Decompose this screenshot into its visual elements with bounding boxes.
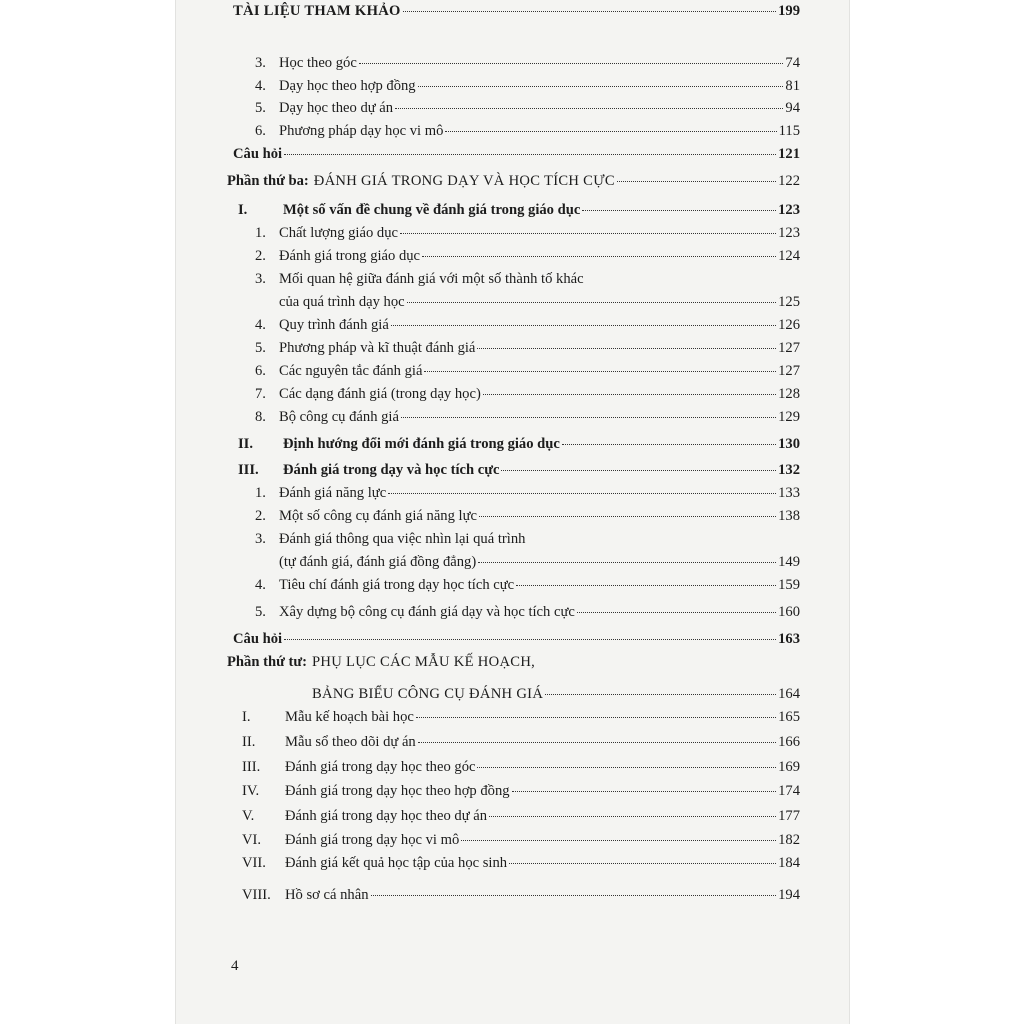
toc-title-line xyxy=(279,551,800,573)
toc-title-line xyxy=(279,601,800,623)
toc-page-number: 182 xyxy=(778,832,800,848)
toc-row xyxy=(175,337,850,359)
toc-row xyxy=(175,360,850,382)
toc-title: Đánh giá trong dạy học vi mô xyxy=(285,832,460,848)
toc-page-number: 160 xyxy=(778,604,800,620)
toc-page-number: 164 xyxy=(778,686,800,702)
toc-part-label: Phần thứ ba: xyxy=(227,173,309,189)
toc-leader-dots xyxy=(359,63,784,64)
toc-row xyxy=(175,756,850,778)
toc-row xyxy=(175,245,850,267)
toc-leader-dots xyxy=(418,742,776,743)
toc-page-number: 94 xyxy=(785,100,800,116)
toc-row xyxy=(175,780,850,802)
toc-page-number: 130 xyxy=(778,436,800,452)
toc-leader-dots xyxy=(388,493,776,494)
toc-page-number: 126 xyxy=(778,317,800,333)
toc-row xyxy=(175,829,850,851)
toc-row xyxy=(175,268,850,290)
toc-page-number: 177 xyxy=(778,808,800,824)
toc-leader-dots xyxy=(477,348,776,349)
toc-leader-dots xyxy=(416,717,776,718)
toc-title-line xyxy=(279,337,800,359)
toc-title: Bộ công cụ đánh giá xyxy=(279,409,399,425)
toc-title-line xyxy=(279,97,800,119)
toc-title-line xyxy=(233,0,800,22)
toc-number: II. xyxy=(238,436,254,452)
table-of-contents xyxy=(175,0,850,1024)
toc-number: 6. xyxy=(255,123,266,139)
toc-title: Chất lượng giáo dục xyxy=(279,225,398,241)
toc-title-line xyxy=(227,170,800,192)
toc-number: 6. xyxy=(255,363,266,379)
toc-number: IV. xyxy=(242,783,260,799)
toc-title-line xyxy=(279,528,800,550)
toc-number: 3. xyxy=(255,271,266,287)
toc-number: 2. xyxy=(255,508,266,524)
toc-page-number: 199 xyxy=(778,3,800,19)
toc-row xyxy=(175,52,850,74)
toc-number: 5. xyxy=(255,604,266,620)
toc-title-line xyxy=(279,75,800,97)
toc-leader-dots xyxy=(400,233,776,234)
toc-leader-dots xyxy=(445,131,776,132)
toc-leader-dots xyxy=(418,86,784,87)
toc-page-number: 127 xyxy=(778,363,800,379)
toc-page-number: 125 xyxy=(778,294,800,310)
toc-row xyxy=(175,170,850,192)
toc-leader-dots xyxy=(371,895,777,896)
toc-page-number: 81 xyxy=(785,78,800,94)
toc-page-number: 169 xyxy=(778,759,800,775)
toc-leader-dots xyxy=(284,639,776,640)
toc-row xyxy=(175,482,850,504)
toc-title: Xây dựng bộ công cụ đánh giá dạy và học tích cực xyxy=(279,604,575,620)
toc-title-line xyxy=(285,706,800,728)
toc-page-number: 159 xyxy=(778,577,800,593)
page-number: 4 xyxy=(231,958,239,974)
toc-title-line xyxy=(279,222,800,244)
toc-row xyxy=(175,97,850,119)
toc-title: Học theo góc xyxy=(279,55,357,71)
toc-title: Câu hỏi xyxy=(233,631,283,647)
toc-title: (tự đánh giá, đánh giá đồng đẳng) xyxy=(279,554,477,570)
toc-leader-dots xyxy=(391,325,776,326)
toc-number: VII. xyxy=(242,855,266,871)
toc-title: Định hướng đổi mới đánh giá trong giáo dục xyxy=(283,436,560,452)
toc-title: TÀI LIỆU THAM KHẢO xyxy=(233,3,401,19)
toc-title-line xyxy=(279,406,800,428)
toc-row xyxy=(175,406,850,428)
toc-row xyxy=(175,222,850,244)
toc-title-line xyxy=(279,383,800,405)
toc-number: 2. xyxy=(255,248,266,264)
toc-number: 3. xyxy=(255,55,266,71)
toc-page-number: 165 xyxy=(778,709,800,725)
toc-title-line xyxy=(233,628,800,650)
toc-title-line xyxy=(285,756,800,778)
toc-leader-dots xyxy=(461,840,776,841)
toc-leader-dots xyxy=(577,612,776,613)
toc-title: Các nguyên tắc đánh giá xyxy=(279,363,423,379)
toc-title-line xyxy=(279,245,800,267)
toc-title-line xyxy=(285,805,800,827)
toc-title-line xyxy=(285,852,800,874)
toc-title: Dạy học theo hợp đồng xyxy=(279,78,416,94)
toc-leader-dots xyxy=(477,767,776,768)
toc-leader-dots xyxy=(401,417,776,418)
toc-page-number: 121 xyxy=(778,146,800,162)
toc-row xyxy=(175,731,850,753)
toc-title-line xyxy=(285,731,800,753)
toc-page-number: 174 xyxy=(778,783,800,799)
toc-title-line xyxy=(279,314,800,336)
toc-number: I. xyxy=(238,202,248,218)
toc-title: Các dạng đánh giá (trong dạy học) xyxy=(279,386,481,402)
toc-leader-dots xyxy=(562,444,776,445)
toc-row xyxy=(175,884,850,906)
toc-leader-dots xyxy=(407,302,776,303)
toc-number: 8. xyxy=(255,409,266,425)
toc-number: 4. xyxy=(255,577,266,593)
toc-row xyxy=(175,0,850,22)
toc-row xyxy=(175,314,850,336)
toc-number: 1. xyxy=(255,485,266,501)
toc-page-number: 184 xyxy=(778,855,800,871)
toc-number: 5. xyxy=(255,340,266,356)
toc-row xyxy=(175,291,850,313)
toc-title-line xyxy=(279,52,800,74)
toc-title: Hồ sơ cá nhân xyxy=(285,887,369,903)
toc-page-number: 163 xyxy=(778,631,800,647)
toc-row xyxy=(175,852,850,874)
toc-row xyxy=(175,628,850,650)
toc-page-number: 132 xyxy=(778,462,800,478)
toc-number: V. xyxy=(242,808,255,824)
toc-title: Đánh giá trong giáo dục xyxy=(279,248,421,264)
toc-page-number: 123 xyxy=(778,202,800,218)
toc-page-number: 166 xyxy=(778,734,800,750)
toc-number: VI. xyxy=(242,832,262,848)
toc-title-line xyxy=(233,143,800,165)
toc-title-line xyxy=(279,574,800,596)
toc-number: 7. xyxy=(255,386,266,402)
toc-leader-dots xyxy=(617,181,776,182)
toc-row xyxy=(175,651,850,673)
toc-title-line xyxy=(283,459,800,481)
toc-leader-dots xyxy=(489,816,776,817)
toc-row xyxy=(175,120,850,142)
toc-leader-dots xyxy=(501,470,776,471)
toc-leader-dots xyxy=(478,562,776,563)
toc-leader-dots xyxy=(509,863,776,864)
toc-title-line xyxy=(285,780,800,802)
toc-row xyxy=(175,706,850,728)
toc-page-number: 115 xyxy=(778,123,800,139)
toc-leader-dots xyxy=(403,11,776,12)
toc-title: của quá trình dạy học xyxy=(279,294,405,310)
toc-title-line xyxy=(279,482,800,504)
toc-title: Phương pháp và kĩ thuật đánh giá xyxy=(279,340,476,356)
toc-row xyxy=(175,528,850,550)
toc-leader-dots xyxy=(516,585,776,586)
toc-row xyxy=(175,574,850,596)
toc-title: Mẫu sổ theo dõi dự án xyxy=(285,734,416,750)
toc-page-number: 149 xyxy=(778,554,800,570)
toc-title-line xyxy=(279,268,800,290)
toc-page-number: 123 xyxy=(778,225,800,241)
toc-page-number: 129 xyxy=(778,409,800,425)
toc-page-number: 74 xyxy=(785,55,800,71)
toc-row xyxy=(175,459,850,481)
toc-title: PHỤ LỤC CÁC MẪU KẾ HOẠCH, xyxy=(311,654,536,670)
toc-page-number: 128 xyxy=(778,386,800,402)
toc-row xyxy=(175,383,850,405)
toc-row xyxy=(175,433,850,455)
toc-title: Đánh giá thông qua việc nhìn lại quá trình xyxy=(279,531,526,547)
toc-title: Tiêu chí đánh giá trong dạy học tích cực xyxy=(279,577,515,593)
toc-page-number: 124 xyxy=(778,248,800,264)
toc-row xyxy=(175,199,850,221)
book-page xyxy=(175,0,850,1024)
toc-title-line xyxy=(283,433,800,455)
toc-title: Câu hỏi xyxy=(233,146,283,162)
toc-number: I. xyxy=(242,709,251,725)
toc-title-line xyxy=(279,505,800,527)
toc-page-number: 194 xyxy=(778,887,800,903)
toc-title-line xyxy=(285,884,800,906)
toc-title: ĐÁNH GIÁ TRONG DẠY VÀ HỌC TÍCH CỰC xyxy=(313,173,615,189)
toc-title: Một số vấn đề chung về đánh giá trong giáo dục xyxy=(283,202,581,218)
toc-title: Đánh giá trong dạy học theo dự án xyxy=(285,808,488,824)
toc-title-line xyxy=(283,199,800,221)
toc-leader-dots xyxy=(483,394,776,395)
toc-title-line xyxy=(312,683,800,705)
toc-number: VIII. xyxy=(242,887,271,903)
toc-title-line xyxy=(279,360,800,382)
toc-title-line xyxy=(285,829,800,851)
toc-page-number: 122 xyxy=(778,173,800,189)
toc-number: II. xyxy=(242,734,256,750)
toc-page-number: 133 xyxy=(778,485,800,501)
toc-number: 5. xyxy=(255,100,266,116)
toc-number: III. xyxy=(238,462,259,478)
toc-leader-dots xyxy=(545,694,776,695)
toc-leader-dots xyxy=(512,791,777,792)
toc-title: Đánh giá trong dạy và học tích cực xyxy=(283,462,500,478)
toc-number: 3. xyxy=(255,531,266,547)
toc-leader-dots xyxy=(424,371,776,372)
toc-row xyxy=(175,551,850,573)
toc-title: Đánh giá trong dạy học theo hợp đồng xyxy=(285,783,510,799)
toc-title: Quy trình đánh giá xyxy=(279,317,389,333)
toc-number: 4. xyxy=(255,317,266,333)
toc-title: Phương pháp dạy học vi mô xyxy=(279,123,444,139)
toc-title: Đánh giá kết quả học tập của học sinh xyxy=(285,855,508,871)
toc-page-number: 138 xyxy=(778,508,800,524)
toc-title-line xyxy=(227,651,800,673)
toc-row xyxy=(175,601,850,623)
toc-leader-dots xyxy=(582,210,776,211)
toc-title: Mối quan hệ giữa đánh giá với một số thành tố khác xyxy=(279,271,584,287)
toc-row xyxy=(175,505,850,527)
toc-page-number: 127 xyxy=(778,340,800,356)
toc-title: Đánh giá trong dạy học theo góc xyxy=(285,759,476,775)
toc-row xyxy=(175,75,850,97)
toc-leader-dots xyxy=(479,516,776,517)
toc-title: Dạy học theo dự án xyxy=(279,100,394,116)
toc-title: BẢNG BIỂU CÔNG CỤ ĐÁNH GIÁ xyxy=(312,686,544,702)
toc-row xyxy=(175,683,850,705)
toc-number: 1. xyxy=(255,225,266,241)
toc-title: Đánh giá năng lực xyxy=(279,485,387,501)
toc-leader-dots xyxy=(284,154,776,155)
toc-title-line xyxy=(279,291,800,313)
toc-part-label: Phần thứ tư: xyxy=(227,654,307,670)
toc-number: 4. xyxy=(255,78,266,94)
toc-title-line xyxy=(279,120,800,142)
toc-row xyxy=(175,143,850,165)
toc-leader-dots xyxy=(422,256,776,257)
toc-title: Mẫu kế hoạch bài học xyxy=(285,709,414,725)
toc-leader-dots xyxy=(395,108,783,109)
toc-title: Một số công cụ đánh giá năng lực xyxy=(279,508,477,524)
toc-row xyxy=(175,805,850,827)
toc-number: III. xyxy=(242,759,261,775)
